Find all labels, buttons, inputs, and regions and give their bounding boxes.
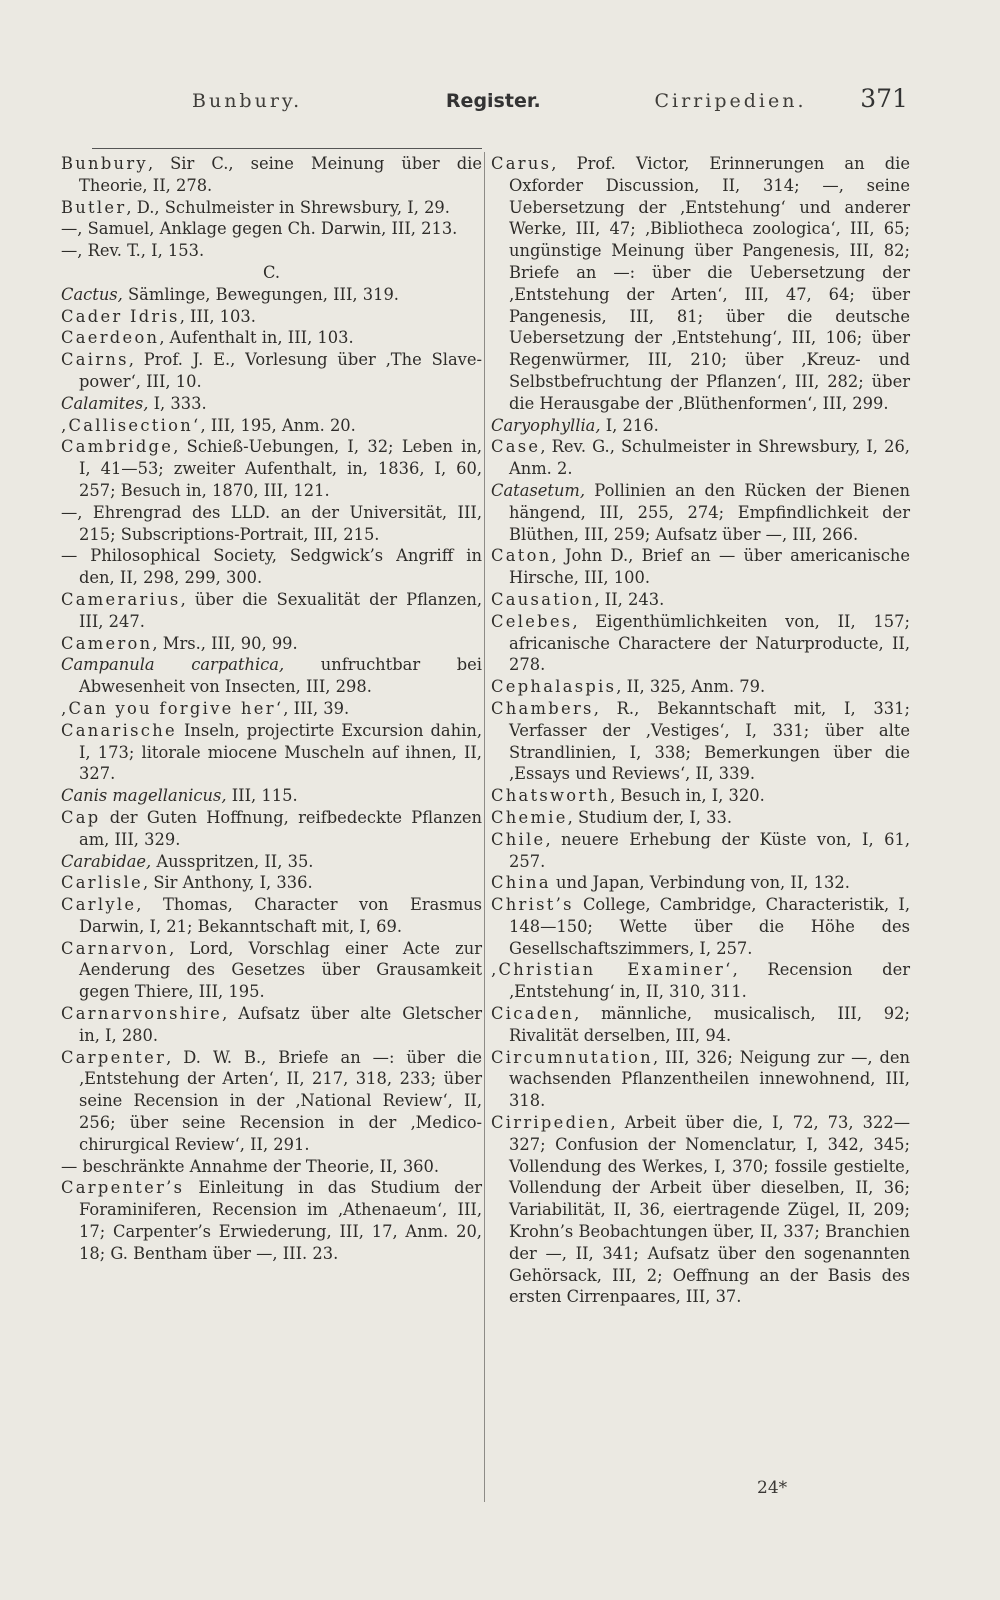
index-entry: [61, 327, 482, 349]
entry-text: , Sir Anthony, I, 336.: [142, 873, 313, 893]
entry-text: , Rev. G., Schulmeister in Shrewsbury, I, 26, Anm. 2.: [509, 437, 910, 479]
entry-keyword: Caerdeon: [61, 328, 160, 348]
entry-keyword: ‚Callisection‘: [61, 415, 201, 435]
entry-keyword: Chatsworth: [491, 786, 611, 806]
entry-keyword: Bunbury: [61, 154, 148, 173]
entry-text: , Prof. J. E., Vorlesung über ‚The Slave-power‘, III, 10.: [79, 350, 482, 391]
index-entry: [61, 807, 482, 851]
index-entry: [491, 611, 910, 676]
index-entry: [61, 894, 482, 938]
entry-keyword: Carlisle: [61, 873, 143, 893]
index-entry: [61, 851, 482, 873]
index-entry: [491, 436, 910, 480]
index-entry: [491, 415, 910, 437]
entry-text: , Sir C., seine Meinung über die Theorie, II, 278.: [79, 154, 482, 195]
entry-keyword: Cameron: [61, 633, 153, 653]
entry-keyword: Cambridge: [61, 437, 174, 457]
index-entry: [491, 480, 910, 545]
header-right-catchword: Cirripedien.: [654, 90, 807, 112]
index-entry: [61, 545, 482, 589]
entry-text: , Eigenthümlichkeiten von, II, 157; africanische Charactere der Naturproducte, II, 278.: [509, 611, 910, 675]
entry-italic-keyword: Catasetum,: [491, 480, 586, 500]
entry-text: , über die Sexualität der Pflanzen, III, 247.: [79, 589, 482, 631]
entry-text: , R., Bekanntschaft mit, I, 331; Verfasser der ‚Vestiges‘, I, 331; über alte Strandlinien, I, 338; Bemerkungen über die ‚Essays und Reviews‘, II, 339.: [509, 698, 910, 784]
entry-keyword: Chambers: [491, 698, 594, 718]
entry-text: , D., Schulmeister in Shrewsbury, I, 29.: [126, 197, 450, 217]
entry-text: , John D., Brief an — über americanische Hirsche, III, 100.: [509, 546, 910, 588]
entry-italic-keyword: Calamites,: [61, 393, 149, 413]
index-entry: [61, 240, 482, 262]
index-entry: [61, 197, 482, 219]
entry-italic-keyword: Canis magellanicus,: [61, 786, 227, 806]
entry-text: , Thomas, Character von Erasmus Darwin, I, 21; Bekanntschaft mit, I, 69.: [79, 895, 482, 936]
index-entry: [491, 807, 910, 829]
index-entry: [491, 153, 910, 415]
index-entry: [61, 1047, 482, 1156]
entry-text: , Aufenthalt in, III, 103.: [159, 328, 354, 348]
header-left-catchword: Bunbury.: [192, 90, 303, 112]
entry-keyword: Carnarvon: [61, 938, 170, 958]
index-entry: [61, 698, 482, 720]
entry-keyword: Cader Idris: [61, 306, 180, 326]
entry-text: College, Cambridge, Characteristik, I, 148—150; Wette über die Höhe des Gesellschaftszimmers, I, 257.: [509, 895, 910, 958]
entry-keyword: China: [491, 873, 551, 893]
index-entry: [491, 589, 910, 611]
index-letter-heading: C.: [262, 262, 281, 282]
entry-keyword: Canarische: [61, 720, 177, 740]
entry-keyword: Carpenter’s: [61, 1178, 185, 1198]
entry-text: , Aufsatz über alte Gletscher in, I, 280.: [79, 1004, 482, 1045]
entry-italic-keyword: Cactus,: [61, 284, 123, 304]
index-entry: [491, 872, 910, 894]
entry-text: unfruchtbar bei Abwesenheit von Insecten, III, 298.: [79, 655, 482, 697]
index-entry: [61, 785, 482, 807]
entry-text: , Schieß-Uebungen, I, 32; Leben in, I, 41—53; zweiter Aufenthalt, in, 1836, I, 60, 257; Besuch in, 1870, III, 121.: [79, 437, 482, 500]
entry-keyword: Cephalaspis: [491, 677, 617, 697]
entry-keyword: Camerarius: [61, 589, 181, 609]
index-entry: [61, 393, 482, 415]
index-entry: [61, 633, 482, 655]
entry-text: , III, 326; Neigung zur —, den wachsenden Pflanzentheilen innewohnend, III, 318.: [509, 1047, 910, 1111]
index-entry: [61, 1177, 482, 1264]
entry-keyword: Causation: [491, 589, 595, 609]
entry-keyword: Chemie: [491, 807, 568, 827]
index-entry: [61, 872, 482, 894]
entry-keyword: ‚Christian Examiner‘: [491, 960, 733, 980]
entry-text: , III, 195, Anm. 20.: [200, 415, 356, 435]
entry-text: I, 333.: [148, 393, 207, 413]
index-entry: [61, 415, 482, 437]
entry-text: —, Ehrengrad des LLD. an der Universität, III, 215; Subscriptions-Portrait, III, 215.: [61, 502, 482, 544]
entry-text: —, Samuel, Anklage gegen Ch. Darwin, III, 213.: [61, 219, 458, 239]
index-entry: [491, 829, 910, 873]
entry-text: , Studium der, I, 33.: [567, 807, 733, 827]
entry-text: Inseln, projectirte Excursion dahin, I, 173; litorale miocene Muscheln auf ihnen, II, 327.: [79, 720, 482, 784]
index-entry: [491, 894, 910, 959]
entry-keyword: Carpenter: [61, 1047, 167, 1067]
header-title: Register.: [445, 90, 541, 112]
index-entry: [61, 589, 482, 633]
index-entry: [61, 502, 482, 546]
right-column: [491, 153, 910, 1308]
entry-keyword: Chile: [491, 829, 546, 849]
entry-text: , männliche, musicalisch, III, 92; Rivalität derselben, III, 94.: [509, 1004, 910, 1045]
entry-text: , Besuch in, I, 320.: [610, 786, 765, 806]
index-entry: [491, 698, 910, 785]
index-entry: [61, 1003, 482, 1047]
entry-keyword: Carnarvonshire: [61, 1004, 223, 1024]
entry-keyword: Circumnutation: [491, 1047, 653, 1067]
index-entry: [61, 1156, 482, 1178]
entry-text: , D. W. B., Briefe an —: über die ‚Entstehung der Arten‘, II, 217, 318, 233; über seine Recension in der ‚National Review‘, II, 256; über seine Recension in der ‚Medico-chirurgical Review‘, II, 291.: [79, 1047, 482, 1154]
index-entry: [491, 676, 910, 698]
entry-text: , Mrs., III, 90, 99.: [152, 633, 298, 653]
entry-text: , Lord, Vorschlag einer Acte zur Aenderung des Gesetzes über Grausamkeit gegen Thiere, III, 195.: [79, 938, 482, 1002]
index-entry: [61, 720, 482, 785]
entry-italic-keyword: Campanula carpathica,: [61, 655, 285, 675]
entry-keyword: Carlyle: [61, 895, 137, 915]
index-entry: [61, 349, 482, 393]
index-entry: [61, 218, 482, 240]
signature-mark: 24*: [757, 1478, 788, 1498]
running-header: [60, 84, 908, 113]
entry-text: Pollinien an den Rücken der Bienen hängend, III, 255, 274; Empfindlichkeit der Blüthen, III, 259; Aufsatz über —, III, 266.: [509, 480, 910, 544]
entry-text: — Philosophical Society, Sedgwick’s Angriff in den, II, 298, 299, 300.: [61, 546, 482, 588]
entry-keyword: ‚Can you forgive her‘: [61, 698, 284, 718]
entry-keyword: Cairns: [61, 350, 129, 370]
entry-text: , Recension der ‚Entstehung‘ in, II, 310, 311.: [509, 960, 910, 1002]
entry-text: , III, 39.: [283, 698, 350, 718]
entry-italic-keyword: Caryophyllia,: [491, 415, 601, 435]
entry-text: , Arbeit über die, I, 72, 73, 322—327; Confusion der Nomenclatur, I, 342, 345; Vollendung des Werkes, I, 370; fossile gestielte, Vollendung der Arbeit über dieselben, II, 36; Variabilität, II, 36, eiertragende Zügel, II, 209; Krohn’s Beobachtungen über, II, 337; Branchien der —, II, 341; Aufsatz über den sogenannten Gehörsack, III, 2; Oeffnung an der Basis des ersten Cirrenpaares, III, 37.: [509, 1113, 910, 1307]
index-entry: [61, 654, 482, 698]
entry-text: — beschränkte Annahme der Theorie, II, 360.: [61, 1156, 440, 1176]
entry-text: der Guten Hoffnung, reifbedeckte Pflanzen am, III, 329.: [79, 807, 482, 849]
entry-italic-keyword: Carabidae,: [61, 851, 152, 871]
index-entry: [61, 306, 482, 328]
index-entry: [491, 959, 910, 1003]
index-entry: [491, 1112, 910, 1308]
entry-text: Einleitung in das Studium der Foraminiferen, Recension im ‚Athenaeum‘, III, 17; Carpenter’s Erwiederung, III, 17, Anm. 20, 18; G. Bentham über —, III. 23.: [79, 1178, 482, 1263]
index-entry: [491, 785, 910, 807]
index-entry: [61, 436, 482, 501]
entry-keyword: Caton: [491, 546, 552, 566]
entry-text: III, 115.: [226, 786, 298, 806]
index-entry: [61, 938, 482, 1003]
index-entry: [61, 284, 482, 306]
entry-text: Ausspritzen, II, 35.: [151, 851, 314, 871]
entry-keyword: Butler: [61, 197, 127, 217]
header-rule: [92, 148, 482, 149]
entry-text: Sämlinge, Bewegungen, III, 319.: [122, 284, 399, 304]
index-entry: [491, 1047, 910, 1112]
entry-keyword: Celebes: [491, 611, 573, 631]
entry-keyword: Cicaden: [491, 1004, 575, 1024]
entry-text: und Japan, Verbindung von, II, 132.: [550, 873, 850, 893]
entry-keyword: Case: [491, 437, 541, 457]
entry-text: , III, 103.: [179, 306, 256, 326]
index-entry: [491, 545, 910, 589]
entry-text: I, 216.: [600, 415, 659, 435]
entry-text: , Prof. Victor, Erinnerungen an die Oxforder Discussion, II, 314; —, seine Uebersetzung der ‚Entstehung‘ und anderer Werke, III, 47; ‚Bibliotheca zoologica‘, III, 65; ungünstige Meinung über Pangenesis, III, 82; Briefe an —: über die Uebersetzung der ‚Entstehung der Arten‘, III, 47, 64; über Pangenesis, III, 81; über die deutsche Uebersetzung der ‚Entstehung‘, III, 106; über Regenwürmer, III, 210; über ‚Kreuz- und Selbstbefruchtung der Pflanzen‘, III, 282; über die Herausgabe der ‚Blüthenformen‘, III, 299.: [509, 154, 910, 413]
entry-keyword: Cirripedien: [491, 1113, 611, 1133]
index-entry: [491, 1003, 910, 1047]
entry-text: , neuere Erhebung der Küste von, I, 61, 257.: [509, 829, 910, 871]
entry-text: , II, 243.: [594, 589, 665, 609]
entry-keyword: Carus: [491, 154, 552, 173]
page-number: 371: [860, 84, 908, 113]
entry-text: —, Rev. T., I, 153.: [61, 241, 205, 261]
column-divider: [484, 152, 485, 1502]
entry-text: , II, 325, Anm. 79.: [616, 677, 766, 697]
entry-keyword: Cap: [61, 807, 101, 827]
entry-keyword: Christ’s: [491, 895, 574, 915]
left-column: [61, 153, 482, 1265]
index-entry: [61, 153, 482, 197]
